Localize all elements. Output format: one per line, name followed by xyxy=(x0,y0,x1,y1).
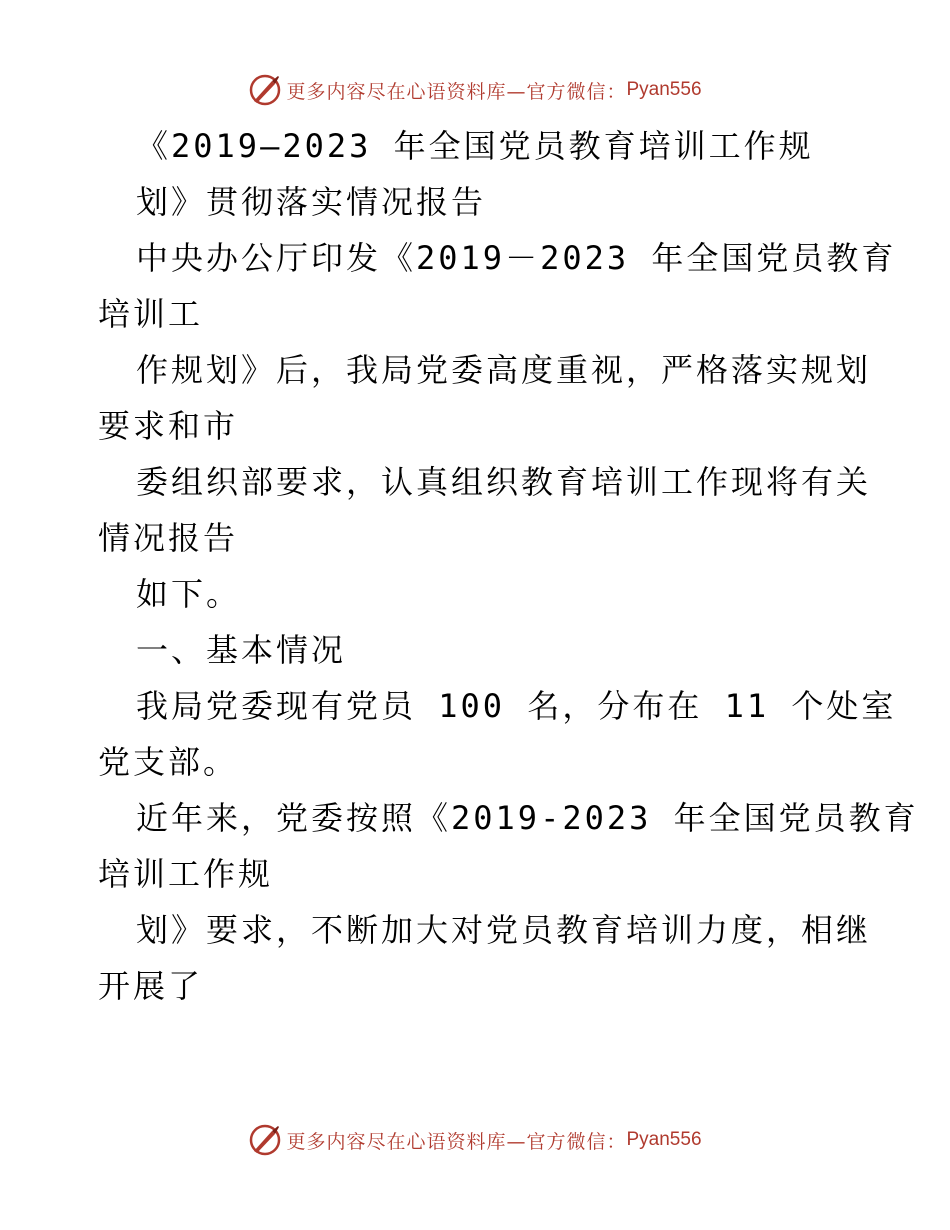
text-line: 培训工 xyxy=(98,295,204,333)
banner-text: 更多内容尽在心语资料库—官方微信： xyxy=(286,1130,627,1153)
text-line: 委组织部要求，认真组织教育培训工作现将有关 xyxy=(136,463,872,501)
text-line: 党支部。 xyxy=(98,743,239,781)
text-line: 近年来，党委按照《2019-2023 年全国党员教育 xyxy=(136,799,919,837)
text-line: 我局党委现有党员 100 名，分布在 11 个处室 xyxy=(136,687,897,725)
text-line: 培训工作规 xyxy=(98,855,274,893)
quill-pen-logo-icon xyxy=(248,1123,282,1157)
text-line: 中央办公厅印发《2019－2023 年全国党员教育 xyxy=(136,239,897,277)
banner-text: 更多内容尽在心语资料库—官方微信： xyxy=(286,80,627,103)
text-line: 要求和市 xyxy=(98,407,239,445)
footer-watermark-banner xyxy=(0,1120,950,1160)
text-line: 作规划》后，我局党委高度重视，严格落实规划 xyxy=(136,351,872,389)
text-line: 情况报告 xyxy=(98,519,239,557)
banner-wechat-id: Pyan556 xyxy=(626,79,702,100)
quill-pen-logo-icon xyxy=(248,73,282,107)
text-line: 开展了 xyxy=(98,967,204,1005)
text-line: 《2019—2023 年全国党员教育培训工作规 xyxy=(136,127,814,165)
section-heading: 一、基本情况 xyxy=(136,631,347,669)
header-watermark-banner xyxy=(0,70,950,110)
banner-wechat-id: Pyan556 xyxy=(626,1129,702,1150)
text-line: 如下。 xyxy=(136,575,242,613)
document-body xyxy=(98,118,919,1014)
text-line: 划》要求，不断加大对党员教育培训力度，相继 xyxy=(136,911,872,949)
text-line: 划》贯彻落实情况报告 xyxy=(136,183,487,221)
